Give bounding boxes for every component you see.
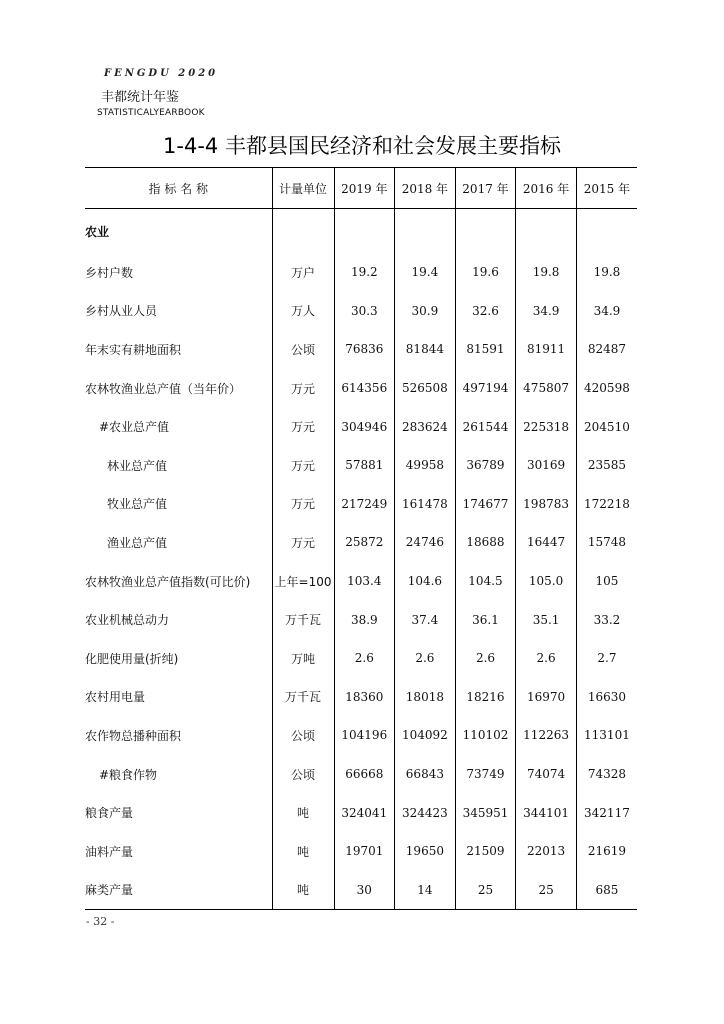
value-2019: 19701 bbox=[334, 832, 395, 871]
value-2018: 81844 bbox=[395, 330, 456, 369]
value-2017: 110102 bbox=[455, 716, 516, 755]
page-number: - 32 - bbox=[86, 915, 115, 928]
value-2015: 172218 bbox=[576, 485, 637, 524]
indicator-name: 渔业总产值 bbox=[107, 535, 168, 550]
value-2016: 34.9 bbox=[516, 292, 577, 331]
value-2015: 685 bbox=[576, 871, 637, 910]
value-2018: 19650 bbox=[395, 832, 456, 871]
table-row bbox=[85, 793, 637, 832]
value-2015: 105 bbox=[576, 562, 637, 601]
indicator-name: 农作物总播种面积 bbox=[85, 728, 182, 743]
indicator-name: 化肥使用量(折纯) bbox=[85, 651, 179, 666]
value-2019: 19.2 bbox=[334, 253, 395, 292]
value-2016: 198783 bbox=[516, 485, 577, 524]
value-2015: 204510 bbox=[576, 407, 637, 446]
header-year-2017: 2017 年 bbox=[455, 168, 516, 209]
header-year-2019: 2019 年 bbox=[334, 168, 395, 209]
table-row bbox=[85, 446, 637, 485]
value-2018: 49958 bbox=[395, 446, 456, 485]
value-2017: 104.5 bbox=[455, 562, 516, 601]
header-english: FENGDU 2020 bbox=[104, 68, 219, 79]
value-2017: 2.6 bbox=[455, 639, 516, 678]
indicator-unit: 万人 bbox=[272, 292, 334, 331]
indicators-table bbox=[85, 167, 637, 910]
table-row bbox=[85, 716, 637, 755]
value-2019: 304946 bbox=[334, 407, 395, 446]
value-2019: 66668 bbox=[334, 755, 395, 794]
indicator-unit: 万千瓦 bbox=[272, 678, 334, 717]
value-2017: 497194 bbox=[455, 369, 516, 408]
value-2015: 82487 bbox=[576, 330, 637, 369]
value-2016: 16970 bbox=[516, 678, 577, 717]
indicator-name: 农林牧渔业总产值指数(可比价) bbox=[85, 574, 251, 589]
value-2015: 15748 bbox=[576, 523, 637, 562]
indicator-unit: 万吨 bbox=[272, 639, 334, 678]
value-2018: 324423 bbox=[395, 793, 456, 832]
value-2018: 37.4 bbox=[395, 600, 456, 639]
table-row bbox=[85, 253, 637, 292]
indicator-unit: 万元 bbox=[272, 446, 334, 485]
value-2019: 614356 bbox=[334, 369, 395, 408]
value-2019: 217249 bbox=[334, 485, 395, 524]
indicator-name: #粮食作物 bbox=[99, 767, 158, 782]
value-2018: 19.4 bbox=[395, 253, 456, 292]
header-year-2016: 2016 年 bbox=[516, 168, 577, 209]
value-2017: 345951 bbox=[455, 793, 516, 832]
header-chinese: 丰都统计年鉴 bbox=[101, 90, 180, 105]
value-2018: 2.6 bbox=[395, 639, 456, 678]
indicator-unit: 吨 bbox=[272, 793, 334, 832]
value-2019: 104196 bbox=[334, 716, 395, 755]
indicator-name: 油料产量 bbox=[85, 844, 134, 859]
value-2017: 21509 bbox=[455, 832, 516, 871]
header-indicator: 指 标 名 称 bbox=[85, 168, 272, 209]
indicator-name: 粮食产量 bbox=[85, 806, 134, 821]
indicator-unit: 上年=100 bbox=[272, 562, 334, 601]
indicator-unit: 万元 bbox=[272, 407, 334, 446]
value-2019: 38.9 bbox=[334, 600, 395, 639]
value-2016: 344101 bbox=[516, 793, 577, 832]
indicator-name: 乡村从业人员 bbox=[85, 304, 158, 319]
header-year-2018: 2018 年 bbox=[395, 168, 456, 209]
value-2018: 104092 bbox=[395, 716, 456, 755]
value-2018: 161478 bbox=[395, 485, 456, 524]
indicator-name: 麻类产量 bbox=[85, 871, 272, 910]
value-2019: 57881 bbox=[334, 446, 395, 485]
value-2015: 34.9 bbox=[576, 292, 637, 331]
indicator-name: #农业总产值 bbox=[99, 420, 170, 435]
value-2017: 36.1 bbox=[455, 600, 516, 639]
value-2018: 283624 bbox=[395, 407, 456, 446]
value-2017: 25 bbox=[455, 871, 516, 910]
value-2015: 19.8 bbox=[576, 253, 637, 292]
table-row bbox=[85, 562, 637, 601]
value-2018: 66843 bbox=[395, 755, 456, 794]
value-2017: 32.6 bbox=[455, 292, 516, 331]
indicator-unit: 万元 bbox=[272, 369, 334, 408]
value-2018: 104.6 bbox=[395, 562, 456, 601]
value-2015: 342117 bbox=[576, 793, 637, 832]
table-row bbox=[85, 330, 637, 369]
indicator-name: 农林牧渔业总产值（当年价） bbox=[85, 381, 242, 396]
indicator-unit: 万户 bbox=[272, 253, 334, 292]
indicator-name: 农村用电量 bbox=[85, 690, 146, 705]
indicator-unit: 吨 bbox=[272, 832, 334, 871]
indicator-unit: 万元 bbox=[272, 485, 334, 524]
table-row bbox=[85, 871, 637, 910]
value-2019: 18360 bbox=[334, 678, 395, 717]
value-2016: 81911 bbox=[516, 330, 577, 369]
value-2015: 23585 bbox=[576, 446, 637, 485]
value-2019: 30.3 bbox=[334, 292, 395, 331]
indicator-unit: 公顷 bbox=[272, 755, 334, 794]
table-row bbox=[85, 407, 637, 446]
category-row bbox=[85, 209, 637, 254]
value-2019: 30 bbox=[334, 871, 395, 910]
header-year-2015: 2015 年 bbox=[576, 168, 637, 209]
indicator-unit: 公顷 bbox=[272, 330, 334, 369]
value-2016: 25 bbox=[516, 871, 577, 910]
value-2015: 2.7 bbox=[576, 639, 637, 678]
value-2016: 105.0 bbox=[516, 562, 577, 601]
indicator-unit: 万元 bbox=[272, 523, 334, 562]
value-2016: 22013 bbox=[516, 832, 577, 871]
table-row bbox=[85, 292, 637, 331]
indicator-unit: 公顷 bbox=[272, 716, 334, 755]
value-2018: 18018 bbox=[395, 678, 456, 717]
value-2018: 526508 bbox=[395, 369, 456, 408]
value-2015: 113101 bbox=[576, 716, 637, 755]
indicator-name: 林业总产值 bbox=[107, 458, 168, 473]
indicator-name: 牧业总产值 bbox=[107, 497, 168, 512]
value-2015: 74328 bbox=[576, 755, 637, 794]
value-2017: 81591 bbox=[455, 330, 516, 369]
value-2017: 18216 bbox=[455, 678, 516, 717]
indicator-name: 农业机械总动力 bbox=[85, 613, 170, 628]
table-row bbox=[85, 369, 637, 408]
value-2015: 21619 bbox=[576, 832, 637, 871]
value-2016: 74074 bbox=[516, 755, 577, 794]
value-2016: 16447 bbox=[516, 523, 577, 562]
value-2016: 19.8 bbox=[516, 253, 577, 292]
value-2016: 35.1 bbox=[516, 600, 577, 639]
indicator-unit: 万千瓦 bbox=[272, 600, 334, 639]
table-row bbox=[85, 678, 637, 717]
table-row bbox=[85, 600, 637, 639]
value-2018: 24746 bbox=[395, 523, 456, 562]
value-2017: 261544 bbox=[455, 407, 516, 446]
value-2019: 76836 bbox=[334, 330, 395, 369]
indicator-unit: 吨 bbox=[272, 871, 334, 910]
value-2016: 112263 bbox=[516, 716, 577, 755]
header-subtitle: STATISTICALYEARBOOK bbox=[97, 108, 205, 118]
value-2016: 2.6 bbox=[516, 639, 577, 678]
table-row bbox=[85, 832, 637, 871]
table-row bbox=[85, 639, 637, 678]
indicator-name: 年末实有耕地面积 bbox=[85, 342, 182, 357]
value-2018: 30.9 bbox=[395, 292, 456, 331]
value-2017: 18688 bbox=[455, 523, 516, 562]
value-2019: 103.4 bbox=[334, 562, 395, 601]
table-row bbox=[85, 755, 637, 794]
value-2019: 324041 bbox=[334, 793, 395, 832]
value-2018: 14 bbox=[395, 871, 456, 910]
page-title: 1-4-4 丰都县国民经济和社会发展主要指标 bbox=[163, 134, 561, 158]
value-2015: 16630 bbox=[576, 678, 637, 717]
value-2017: 19.6 bbox=[455, 253, 516, 292]
indicator-name: 乡村户数 bbox=[85, 265, 134, 280]
value-2015: 420598 bbox=[576, 369, 637, 408]
table-row bbox=[85, 485, 637, 524]
value-2019: 2.6 bbox=[334, 639, 395, 678]
value-2019: 25872 bbox=[334, 523, 395, 562]
value-2016: 225318 bbox=[516, 407, 577, 446]
table-row bbox=[85, 523, 637, 562]
value-2017: 174677 bbox=[455, 485, 516, 524]
value-2017: 73749 bbox=[455, 755, 516, 794]
category-label: 农业 bbox=[85, 224, 110, 239]
table-header-row bbox=[85, 168, 637, 209]
value-2016: 475807 bbox=[516, 369, 577, 408]
value-2015: 33.2 bbox=[576, 600, 637, 639]
value-2016: 30169 bbox=[516, 446, 577, 485]
value-2017: 36789 bbox=[455, 446, 516, 485]
header-unit: 计量单位 bbox=[272, 168, 334, 209]
